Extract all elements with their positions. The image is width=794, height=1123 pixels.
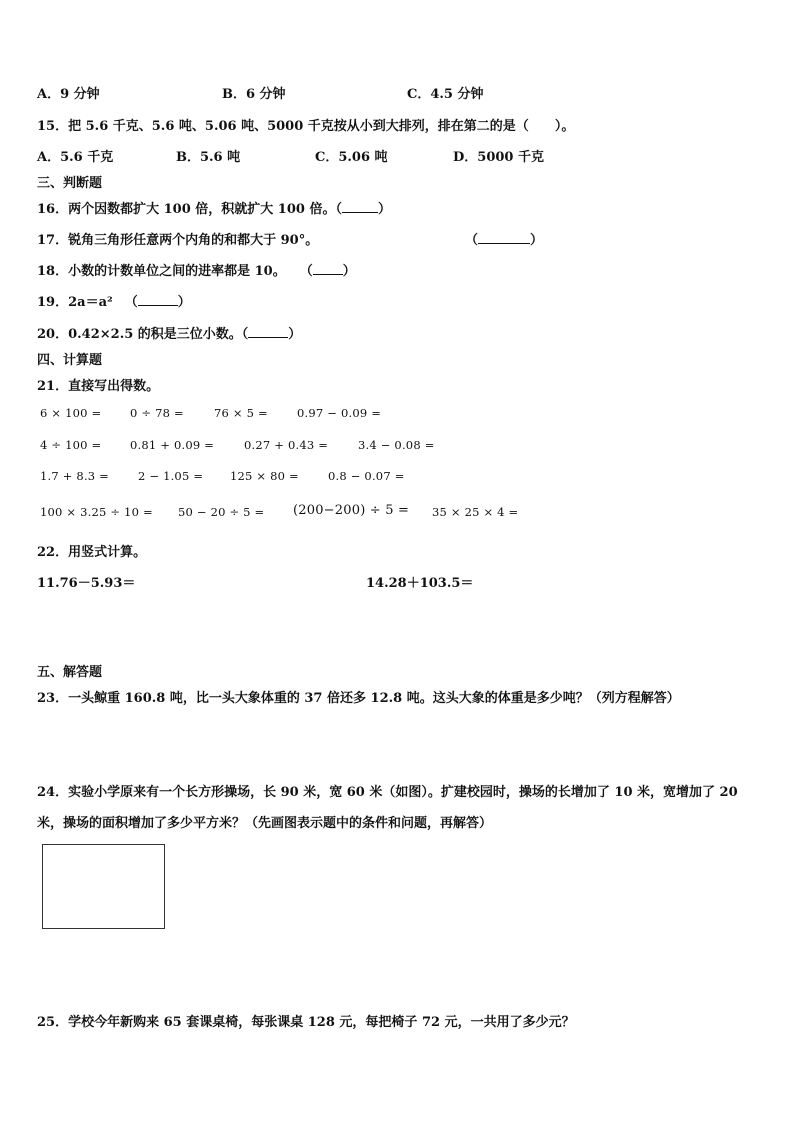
q20-text: 20．0.42×2.5 的积是三位小数。（	[37, 327, 249, 342]
q22-expr-2: 14.28＋103.5＝	[366, 576, 474, 591]
q22-expr-1: 11.76－5.93＝	[37, 576, 136, 591]
q18-close: ）	[342, 264, 356, 279]
q17-answer	[465, 229, 543, 248]
q24-line-1: 24．实验小学原来有一个长方形操场，长 90 米，宽 60 米（如图）。扩建校园时，操场的长增加了 10 米，宽增加了 20	[37, 785, 738, 800]
q21-item: 0 ÷ 78 =	[130, 406, 184, 420]
q16-text: 16．两个因数都扩大 100 倍，积就扩大 100 倍。（	[37, 202, 342, 217]
q21-item: 0.8 − 0.07 =	[328, 469, 405, 483]
q15-stem-suffix: ）。	[554, 119, 575, 134]
q19-answer-blank[interactable]	[138, 293, 178, 306]
q16-answer-blank[interactable]	[342, 200, 378, 213]
q22-title: 22．用竖式计算。	[37, 545, 147, 560]
q16-close: ）	[377, 202, 391, 217]
q19-expr: 2a＝a²	[68, 295, 113, 310]
q15-option-b: B．5.6 吨	[176, 150, 241, 165]
q20-answer-blank[interactable]	[248, 325, 288, 338]
q14-option-c: C．4.5 分钟	[407, 87, 484, 102]
q21-item: 1.7 + 8.3 =	[40, 469, 110, 483]
q20-close: ）	[288, 327, 302, 342]
q15-stem-prefix: 15．把 5.6 千克、5.6 吨、5.06 吨、5000 千克按从小到大排列，排在第二的是（	[37, 119, 529, 134]
q15-option-a: A．5.6 千克	[37, 150, 114, 165]
q15-stem	[37, 115, 574, 134]
q20	[37, 323, 301, 342]
q19-open: （	[124, 295, 138, 310]
q17-open: （	[465, 233, 479, 248]
q14-option-a: A．9 分钟	[37, 87, 100, 102]
playground-rectangle-figure	[42, 844, 165, 929]
q17-answer-blank[interactable]	[478, 231, 530, 244]
q17-text: 17．锐角三角形任意两个内角的和都大于 90°。	[37, 233, 319, 248]
section-4-heading: 四、计算题	[37, 353, 103, 368]
section-3-heading: 三、判断题	[37, 176, 103, 191]
q19-close: ）	[177, 295, 191, 310]
q21-item: 6 × 100 =	[40, 406, 102, 420]
q18-answer-blank[interactable]	[313, 262, 343, 275]
q21-item: 0.27 + 0.43 =	[244, 438, 329, 452]
q17	[37, 229, 318, 248]
q18-open: （	[299, 264, 313, 279]
q21-item: 50 − 20 ÷ 5 =	[178, 505, 265, 519]
q21-item: 3.4 − 0.08 =	[358, 438, 435, 452]
q17-close: ）	[530, 233, 544, 248]
q15-option-c: C．5.06 吨	[315, 150, 388, 165]
q21-item: 2 − 1.05 =	[138, 469, 204, 483]
q21-item: 0.97 − 0.09 =	[297, 406, 382, 420]
q24-line-2: 米，操场的面积增加了多少平方米？（先画图表示题中的条件和问题，再解答）	[37, 816, 493, 831]
q21-item: 76 × 5 =	[214, 406, 268, 420]
q25: 25．学校今年新购来 65 套课桌椅，每张课桌 128 元，每把椅子 72 元，一共用了多少元？	[37, 1015, 575, 1030]
q15-option-d: D．5000 千克	[453, 150, 544, 165]
q21-item: 125 × 80 =	[230, 469, 299, 483]
q19	[37, 291, 191, 310]
q21-item: 0.81 + 0.09 =	[130, 438, 215, 452]
q21-item: 35 × 25 × 4 =	[432, 505, 519, 519]
q21-item: (200−200) ÷ 5 =	[293, 503, 410, 518]
q18-text: 18．小数的计数单位之间的进率都是 10。	[37, 264, 286, 279]
q21-title: 21．直接写出得数。	[37, 379, 160, 394]
q19-num: 19．	[37, 295, 69, 310]
q21-item: 100 × 3.25 ÷ 10 =	[40, 505, 153, 519]
q16	[37, 198, 391, 217]
q21-item: 4 ÷ 100 =	[40, 438, 102, 452]
q18	[37, 260, 356, 279]
section-5-heading: 五、解答题	[37, 665, 103, 680]
q14-option-b: B．6 分钟	[222, 87, 286, 102]
q23: 23．一头鲸重 160.8 吨，比一头大象体重的 37 倍还多 12.8 吨。这头大象的体重是多少吨？（列方程解答）	[37, 691, 680, 706]
